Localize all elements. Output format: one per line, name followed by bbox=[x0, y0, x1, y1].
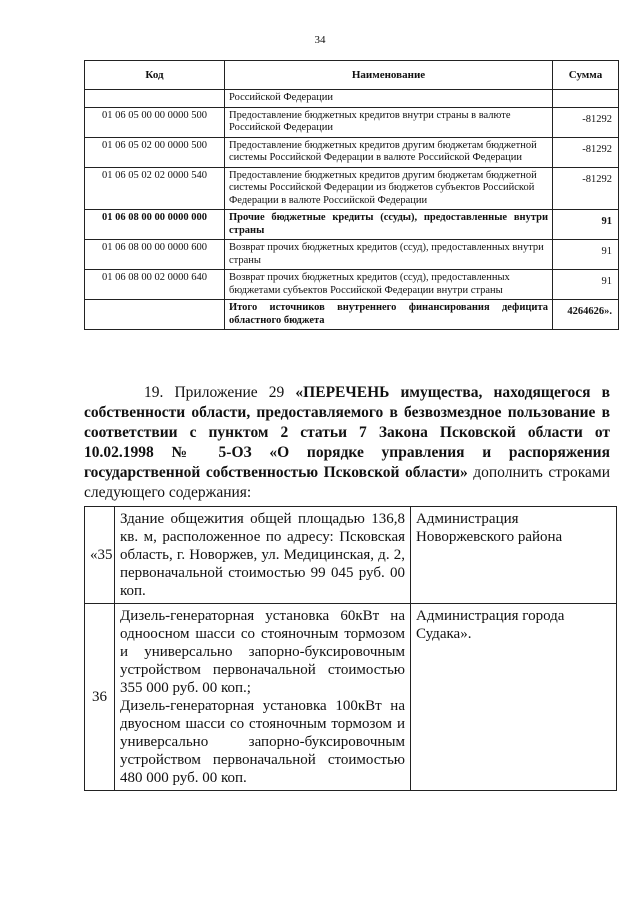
row-sum bbox=[553, 90, 619, 108]
row-description bbox=[115, 604, 411, 791]
paragraph-tail: дополнить строками следующего содержания: bbox=[84, 464, 610, 501]
paragraph-lead: 19. Приложение 29 bbox=[144, 384, 296, 401]
row-sum bbox=[553, 270, 619, 300]
row-name: Итого источников внутреннего финансирования дефицита областного бюджета bbox=[225, 300, 553, 330]
row-sum bbox=[553, 137, 619, 167]
row-name: Возврат прочих бюджетных кредитов (ссуд), предоставленных внутри страны bbox=[225, 240, 553, 270]
table-row bbox=[85, 210, 619, 240]
row-code: 01 06 05 02 02 0000 540 bbox=[85, 167, 225, 210]
paragraph-bold-title: «ПЕРЕЧЕНЬ имущества, находящегося в собственности области, предоставляемого в безвозмездное пользование в соответствии с пунктом 2 статьи 7 Закона Псковской области от 10.02.1998 № 5-ОЗ «О порядке управления и распоряжения государственной собственностью Псковской области» bbox=[84, 384, 610, 481]
table-row bbox=[85, 240, 619, 270]
description-item: Дизель-генераторная установка 60кВт на одноосном шасси со стояночным тормозом и универсально запорно-буксировочным устройством первоначальной стоимостью 355 000 руб. 00 коп.; bbox=[120, 608, 405, 696]
row-sum-value: -81292 bbox=[582, 143, 612, 155]
table-row bbox=[85, 507, 617, 604]
row-name: Возврат прочих бюджетных кредитов (ссуд), предоставленных бюджетами субъектов Российской Федерации внутри страны bbox=[225, 270, 553, 300]
row-sum bbox=[553, 240, 619, 270]
row-code: 01 06 05 00 00 0000 500 bbox=[85, 107, 225, 137]
row-sum bbox=[553, 107, 619, 137]
row-organization: Администрация Новоржевского района bbox=[411, 507, 617, 604]
row-name: Предоставление бюджетных кредитов другим бюджетам бюджетной системы Российской Федерации в валюте Российской Федерации bbox=[225, 137, 553, 167]
row-sum bbox=[553, 167, 619, 210]
header-sum: Сумма bbox=[553, 61, 619, 90]
row-sum bbox=[553, 300, 619, 330]
table-row bbox=[85, 90, 619, 108]
row-code bbox=[85, 300, 225, 330]
row-number: «35 bbox=[85, 507, 115, 604]
row-sum-value: 91 bbox=[601, 216, 612, 227]
row-name: Прочие бюджетные кредиты (ссуды), предоставленные внутри страны bbox=[225, 210, 553, 240]
header-code: Код bbox=[85, 61, 225, 90]
table-row bbox=[85, 604, 617, 791]
row-code: 01 06 08 00 00 0000 000 bbox=[85, 210, 225, 240]
row-code bbox=[85, 90, 225, 108]
page-number: 34 bbox=[314, 34, 326, 46]
row-code: 01 06 08 00 00 0000 600 bbox=[85, 240, 225, 270]
row-sum-value: -81292 bbox=[582, 113, 612, 125]
row-sum-value: -81292 bbox=[582, 173, 612, 185]
row-sum-value: 4264626». bbox=[567, 306, 612, 317]
property-list-table bbox=[84, 506, 617, 791]
row-sum-value: 91 bbox=[601, 276, 612, 287]
row-name: Предоставление бюджетных кредитов другим бюджетам бюджетной системы Российской Федерации из бюджетов субъектов Российской Федерации в валюте Российской Федерации bbox=[225, 167, 553, 210]
table-row bbox=[85, 137, 619, 167]
row-code: 01 06 05 02 00 0000 500 bbox=[85, 137, 225, 167]
row-sum bbox=[553, 210, 619, 240]
table-row bbox=[85, 270, 619, 300]
table-row bbox=[85, 167, 619, 210]
description-item: Здание общежития общей площадью 136,8 кв. м, расположенное по адресу: Псковская область, г. Новоржев, ул. Медицинская, д. 2, первоначальной стоимостью 99 045 руб. 00 коп. bbox=[120, 511, 405, 599]
sources-financing-table bbox=[84, 60, 619, 330]
header-name: Наименование bbox=[225, 61, 553, 90]
amendment-paragraph bbox=[84, 383, 610, 503]
description-item: Дизель-генераторная установка 100кВт на двуосном шасси со стояночным тормозом и универсально запорно-буксировочным устройством первоначальной стоимостью 480 000 руб. 00 коп. bbox=[120, 698, 405, 786]
table-row bbox=[85, 107, 619, 137]
row-name: Предоставление бюджетных кредитов внутри страны в валюте Российской Федерации bbox=[225, 107, 553, 137]
table-row bbox=[85, 300, 619, 330]
row-sum-value: 91 bbox=[601, 246, 612, 257]
row-name: Российской Федерации bbox=[225, 90, 553, 108]
row-number: 36 bbox=[85, 604, 115, 791]
row-code: 01 06 08 00 02 0000 640 bbox=[85, 270, 225, 300]
row-description bbox=[115, 507, 411, 604]
row-organization: Администрация города Судака». bbox=[411, 604, 617, 791]
